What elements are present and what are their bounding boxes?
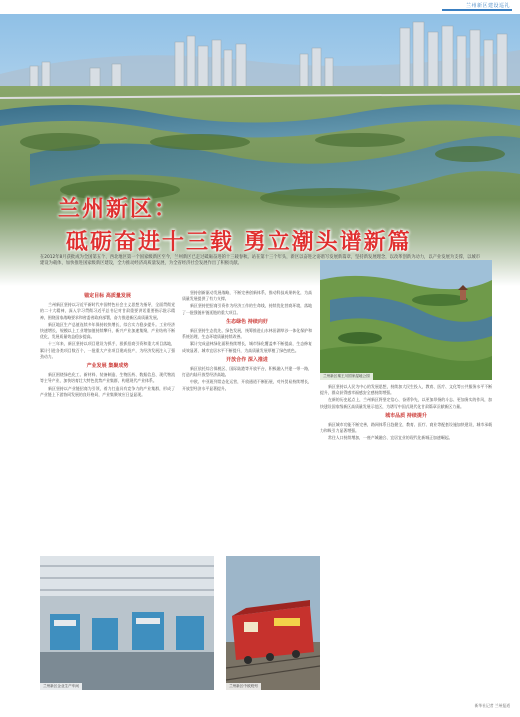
train-photo [226, 556, 320, 690]
byline: 新华社记者 兰州报道 [474, 703, 510, 708]
headline-line-2: 砥砺奋进十三载 勇立潮头谱新篇 [66, 230, 412, 255]
paragraph: 新区地区生产总值连续多年保持较快增长，综合实力稳步提升。工业经济快速增长，规模以上工业增加值持续攀升，新兴产业加速集聚，产业结构不断优化，发展质量效益稳步提高。 [40, 321, 175, 340]
factory-photo [40, 556, 214, 690]
paragraph: 新区坚持以人民为中心的发展思想，持续加大民生投入，教育、医疗、文化等公共服务水平不断提升，群众获得感幸福感安全感持续增强。 [320, 384, 492, 396]
train-caption: 兰州新区中欧班列 [226, 683, 261, 690]
train-illustration [226, 556, 320, 690]
header-tag: 兰州新区建设巡礼 [465, 3, 510, 9]
paragraph: 在新的历史起点上，兰州新区将坚定信心、奋勇争先，以更加昂扬的斗志、更加务实的作风，加快建设国家级新区高质量发展示范区，为谱写中国式现代化甘肃篇章贡献新区力量。 [320, 397, 492, 409]
section-title-4: 开放合作 深入推进 [226, 356, 268, 363]
paragraph: 新区围绕绿色化工、新材料、装备制造、生物医药、数据信息、现代物流等主导产业，加快培育壮大特色优势产业集群，构建现代产业体系。 [40, 372, 175, 384]
article-column-3 [320, 384, 492, 443]
section-title-3: 生态绿色 持续向好 [226, 318, 268, 325]
paragraph: 累计完成造林绿化面积持续增长，城市绿化覆盖率不断提高，生态修复成效显著，城市宜居水平不断提升，为高质量发展厚植了绿色底色。 [182, 341, 312, 353]
paragraph: 坚持创新驱动发展战略，不断完善创新体系，推动科技成果转化，为高质量发展提供了有力支撑。 [182, 290, 312, 302]
article-column-1 [40, 290, 175, 399]
header-rule [442, 9, 512, 11]
section-title-2: 产业发展 集聚成势 [86, 363, 129, 370]
factory-illustration [40, 556, 214, 690]
paragraph: 新区坚持把招商引资作为经济工作的生命线，持续优化营商环境，落地了一批强链补链延链的重大项目。 [182, 303, 312, 315]
headline-line-1: 兰州新区： [58, 197, 179, 222]
lede-paragraph: 在2012年8月获批成为全国第五个、西北地区第一个国家级新区至今，兰州新区已走过砥砺奋进的十三载春秋。站在第十三个年头，新区以奋进之姿谱写发展新篇章，坚持新发展理念，以改革创新为动力，以产业发展为支撑，以城市建设为载体，加快推进国家级新区建设，全力推动经济高质量发展，为全省经济社会发展作出了积极贡献。 [40, 255, 480, 267]
paragraph: 新区坚持以产业链招商为引领，着力打造具有竞争力的产业集群，形成了产业链上下游协同发展的良好格局，产业集聚效应日益显现。 [40, 385, 175, 397]
paragraph: 中欧、中亚班列常态化运营，开放通道不断拓展，对外贸易持续增长，开放型经济水平显著提升。 [182, 379, 312, 391]
paragraph: 十三年来，新区坚持以项目建设为抓手，狠抓招商引资和重大项目落地，累计引进各类项目数百个，一批重大产业项目建成投产，为经济发展注入了强劲动力。 [40, 341, 175, 359]
wetland-photo [320, 260, 492, 380]
wetland-illustration [320, 260, 492, 380]
section-title-1: 锚定目标 高质量发展 [84, 293, 131, 299]
paragraph: 兰州新区坚持以习近平新时代中国特色社会主义思想为指导，全面贯彻党的二十大精神，深入学习贯彻习近平总书记对甘肃重要讲话重要指示批示精神，围绕国家战略要求和省委省政府部署，奋力推进新区高质量发展。 [40, 302, 175, 320]
paragraph: 常住人口持续增加，一座产城融合、宜居宜业的现代化新城正加速崛起。 [328, 435, 453, 441]
paragraph: 新区坚持生态优先、绿色发展，统筹推进山水林田湖草沙一体化保护和系统治理，生态环境质量持续改善。 [182, 328, 312, 340]
wetland-caption: 兰州新区秦王川国家湿地公园 [320, 373, 373, 380]
section-title-5: 城市品质 持续提升 [385, 412, 427, 419]
factory-caption: 兰州新区企业生产车间 [40, 683, 82, 690]
paragraph: 新区依托综合保税区、国际陆港等开放平台，积极融入共建一带一路，打造内陆开放型经济高地。 [182, 366, 312, 378]
article-column-2 [182, 290, 312, 393]
paragraph: 新区城市功能不断完善，路网体系日趋健全，教育、医疗、商业等配套设施加快建设，城市承载力和吸引力显著增强。 [320, 422, 492, 434]
